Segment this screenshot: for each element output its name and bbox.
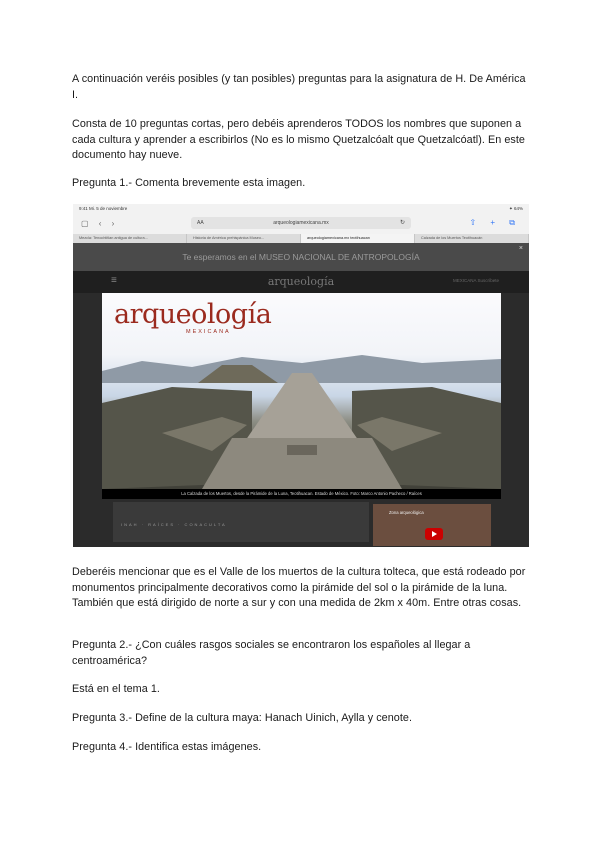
magazine-brand-sub: MEXICANA — [186, 329, 231, 335]
intro-paragraph: A continuación veréis posibles (y tan posibles) preguntas para la asignatura de H. De América I. — [72, 73, 526, 101]
museum-banner — [73, 243, 529, 271]
url-text: arqueologiamexicana.mx — [273, 220, 329, 226]
browser-tabs — [73, 234, 529, 243]
photo-caption: La Calzada de los Muertos, desde la Pirámide de la Luna, Teotihuacan. Estado de México. Foto: Marco Antonio Pacheco / Raíces — [102, 489, 501, 499]
hamburger-menu-icon: ≡ — [111, 275, 117, 286]
teotihuacan-avenue-illustration — [102, 333, 501, 489]
url-field — [191, 217, 411, 229]
sponsor-logos: INAH · RAÍCES · CONACULTA — [121, 522, 227, 527]
browser-action-icons: ⇧ + ⧉ — [469, 218, 521, 227]
question-1: Pregunta 1.- Comenta brevemente esta imagen. — [72, 177, 306, 189]
browser-tab: Calzada de los Muertos Teotihuacán — [415, 234, 529, 243]
embedded-screenshot — [73, 204, 529, 547]
instructions-paragraph: Consta de 10 preguntas cortas, pero debéis aprenderos TODOS los nombres que suponen a cada cultura y aprender a escribirlos (No es lo mismo Quetzalcóalt que Quetzalcóatl). En este documento hay nueve. — [72, 118, 525, 161]
magazine-brand: arqueología — [114, 299, 272, 330]
browser-tab: Historia de América prehispánica Museo... — [187, 234, 301, 243]
question-4: Pregunta 4.- Identifica estas imágenes. — [72, 741, 262, 753]
video-thumbnail — [373, 504, 491, 546]
status-time: 9:41 Mi. 5 de noviembre — [79, 206, 128, 211]
play-icon — [425, 528, 443, 540]
video-label: Zona arqueológica — [389, 510, 424, 515]
site-header — [73, 271, 529, 293]
question-2: Pregunta 2.- ¿Con cuáles rasgos sociales se encontraron los españoles al llegar a centroamérica? — [72, 639, 471, 667]
ios-status-bar — [73, 204, 529, 213]
browser-url-bar — [73, 213, 529, 234]
reader-icon: AA — [197, 220, 204, 226]
status-battery: ✦ 64% — [508, 206, 523, 211]
topic-reference: Está en el tema 1. — [72, 683, 160, 695]
browser-tab: Mezcla: Tenochtitlan antigua de cultura... — [73, 234, 187, 243]
question-3: Pregunta 3.- Define de la cultura maya: Hanach Uinich, Aylla y cenote. — [72, 712, 412, 724]
hero-photo — [102, 293, 501, 499]
site-logo: arqueología — [267, 275, 335, 288]
answer-1: Deberéis mencionar que es el Valle de los muertos de la cultura tolteca, que está rodeado por monumentos principalmente decorativos como la pirámide del sol o la pirámide de la luna. También que está dirigido de norte a sur y con una medida de 2km x 40m. Entre otras cosas. — [72, 566, 526, 609]
browser-nav-icons: ▢ ‹ › — [81, 219, 119, 228]
central-altar — [287, 445, 317, 455]
site-header-right: MEXICANA Suscríbete — [452, 278, 499, 283]
browser-tab-active: arqueologiamexicana.mx teotihuacan — [301, 234, 415, 243]
banner-text: Te esperamos en el MUSEO NACIONAL DE ANTROPOLOGÍA — [182, 252, 420, 262]
reload-icon: ↻ — [399, 220, 405, 226]
close-icon: × — [518, 245, 523, 252]
